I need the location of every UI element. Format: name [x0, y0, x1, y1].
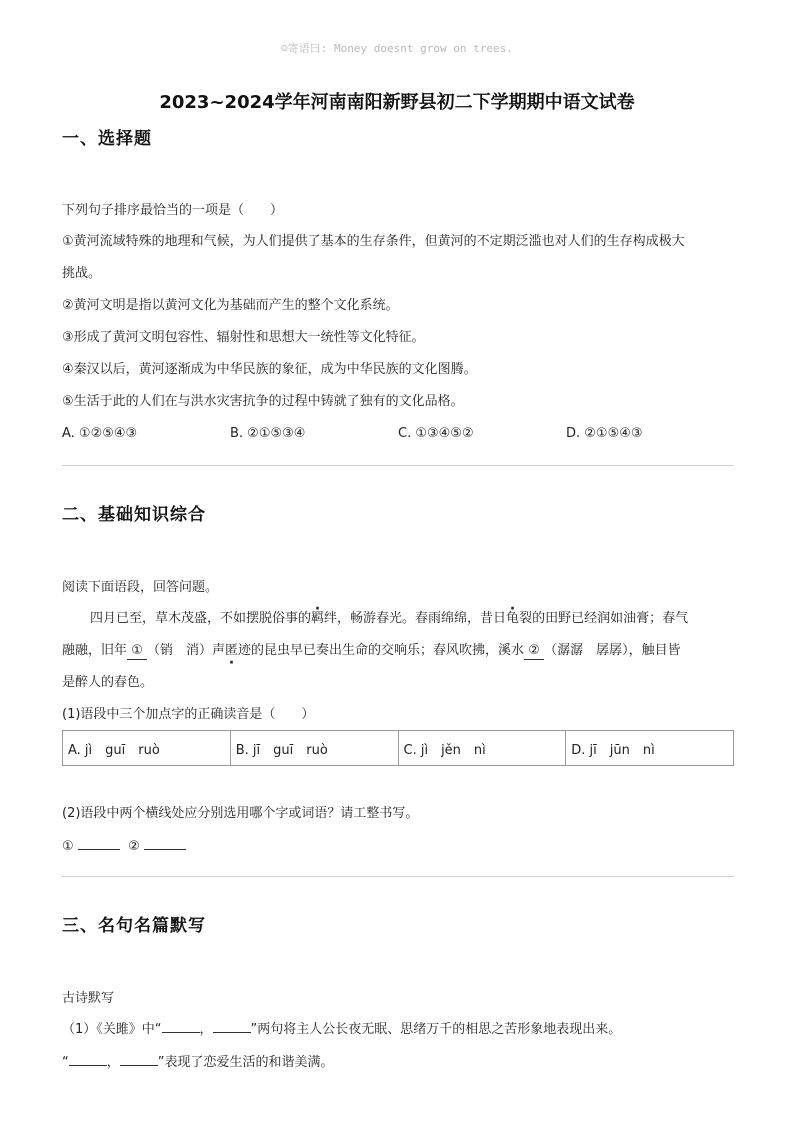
q2-option-d[interactable]: D. jī jūn nì — [566, 731, 734, 766]
blank-2[interactable]: ② — [524, 643, 544, 660]
q2-sub1: (1)语段中三个加点字的正确读音是（ ） — [62, 707, 315, 722]
divider — [62, 465, 734, 466]
q3-line-1 — [62, 1020, 734, 1040]
passage-text: 融融，旧年 — [62, 643, 128, 658]
passage-text: 裂的田野已经润如油膏；春气 — [519, 611, 689, 626]
poem-blank[interactable] — [162, 1020, 200, 1033]
dotted-char: 龟 — [506, 611, 520, 626]
q2-intro: 阅读下面语段，回答问题。 — [62, 580, 219, 595]
poem-text: ”两句将主人公长夜无眠、思绪万千的相思之苦形象地表现出来。 — [250, 1022, 622, 1037]
q1-sentence-5: ⑤生活于此的人们在与洪水灾害抗争的过程中铸就了独有的文化品格。 — [62, 394, 464, 409]
q1-stem: 下列句子排序最恰当的一项是（ ） — [62, 203, 284, 218]
q3-intro: 古诗默写 — [62, 991, 115, 1006]
dotted-char: 羁 — [311, 611, 325, 626]
q1-sentence-1: ①黄河流域特殊的地理和气候，为人们提供了基本的生存条件，但黄河的不定期泛滥也对人们的生存构成极大 — [62, 234, 685, 249]
q1-sentence-4: ④秦汉以后，黄河逐渐成为中华民族的象征，成为中华民族的文化图腾。 — [62, 362, 477, 377]
divider — [62, 876, 734, 877]
page-title: 2023~2024学年河南南阳新野县初二下学期期中语文试卷 — [159, 92, 635, 113]
poem-blank[interactable] — [213, 1020, 251, 1033]
passage-text: 绊，畅游春光。春雨绵绵，昔日 — [324, 611, 507, 626]
watermark: ☺寄语曰: Money doesnt grow on trees. — [281, 42, 513, 55]
poem-text: （1）《关雎》中“ — [62, 1022, 162, 1037]
q2-sub2: (2)语段中两个横线处应分别选用哪个字或词语？请工整书写。 — [62, 806, 419, 821]
section-heading-basics: 二、基础知识综合 — [62, 505, 206, 525]
blank-1[interactable]: ① — [127, 643, 147, 660]
q2-option-b[interactable]: B. jī guī ruò — [230, 731, 398, 766]
q2-passage-line-3: 是醉人的春色。 — [62, 675, 154, 690]
section-heading-recitation: 三、名句名篇默写 — [62, 916, 206, 936]
section-heading-choice: 一、选择题 — [62, 129, 152, 149]
passage-text: （销 消）声匿迹的昆虫早已奏出生命的交响乐；春风吹拂，溪水 — [147, 643, 525, 658]
passage-text: （潺潺 孱孱），触目皆 — [544, 643, 681, 658]
answer-label-1: ① — [62, 839, 74, 854]
q2-passage-line-1 — [90, 609, 762, 629]
q2-option-a[interactable]: A. jì guī ruò — [63, 731, 231, 766]
passage-text: 四月已至，草木茂盛，不如摆脱俗事的 — [90, 611, 312, 626]
q3-line-2 — [62, 1053, 734, 1073]
q1-sentence-2: ②黄河文明是指以黄河文化为基础而产生的整个文化系统。 — [62, 298, 399, 313]
answer-blank-2[interactable] — [144, 837, 186, 850]
q2-passage-line-2 — [62, 641, 734, 661]
poem-text: ”表现了恋爱生活的和谐美满。 — [157, 1055, 334, 1070]
poem-blank[interactable] — [69, 1053, 107, 1066]
q1-option-b[interactable]: B. ②①⑤③④ — [230, 426, 306, 441]
q1-option-c[interactable]: C. ①③④⑤② — [398, 426, 474, 441]
q2-option-c[interactable]: C. jì jěn nì — [398, 731, 566, 766]
poem-text: “ — [62, 1055, 69, 1070]
poem-text: ， — [106, 1055, 120, 1070]
answer-label-2: ② — [128, 839, 140, 854]
q1-sentence-3: ③形成了黄河文明包容性、辐射性和思想大一统性等文化特征。 — [62, 330, 425, 345]
poem-text: ， — [199, 1022, 213, 1037]
q2-answer-line — [62, 837, 734, 857]
answer-blank-1[interactable] — [78, 837, 120, 850]
poem-blank[interactable] — [120, 1053, 158, 1066]
q1-sentence-1-cont: 挑战。 — [62, 266, 102, 281]
q1-option-a[interactable]: A. ①②⑤④③ — [62, 426, 138, 441]
q1-option-d[interactable]: D. ②①⑤④③ — [566, 426, 643, 441]
q2-options-table — [62, 730, 734, 766]
dotted-char: 匿 — [225, 643, 239, 658]
